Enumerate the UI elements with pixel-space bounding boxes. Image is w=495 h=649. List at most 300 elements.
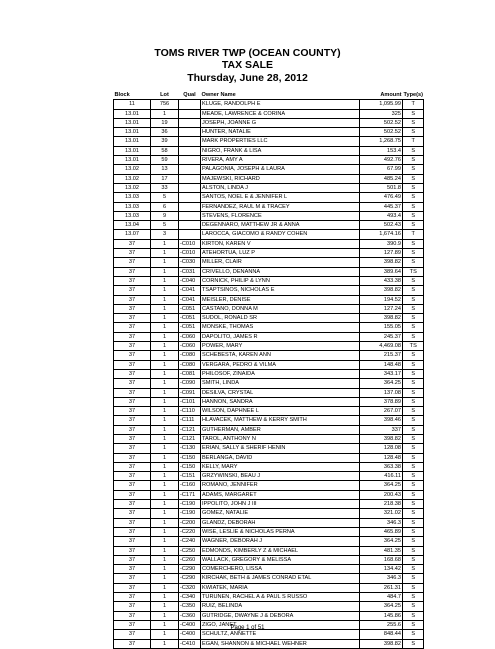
cell-type: S (403, 249, 424, 258)
cell-qual: -C051 (179, 323, 201, 332)
cell-type: S (403, 546, 424, 555)
cell-lot: 1 (151, 537, 179, 546)
column-header-block: Block (114, 91, 151, 100)
table-row (114, 230, 424, 239)
cell-lot: 1 (151, 258, 179, 267)
cell-type: S (403, 174, 424, 183)
cell-lot: 1 (151, 490, 179, 499)
cell-owner-name: HLAVACEK, MATTHEW & KERRY SMITH (201, 416, 360, 425)
cell-block: 37 (114, 555, 151, 564)
cell-qual: -C091 (179, 388, 201, 397)
cell-amount: 364.25 (360, 481, 403, 490)
cell-owner-name: SCHEBESTA, KAREN ANN (201, 351, 360, 360)
cell-amount: 337 (360, 425, 403, 434)
cell-block: 13.01 (114, 137, 151, 146)
table-row (114, 602, 424, 611)
cell-lot: 1 (151, 388, 179, 397)
cell-block: 37 (114, 630, 151, 639)
cell-lot: 1 (151, 109, 179, 118)
cell-qual: -C400 (179, 620, 201, 629)
cell-block: 37 (114, 639, 151, 648)
table-row (114, 574, 424, 583)
cell-amount: 325 (360, 109, 403, 118)
cell-lot: 5 (151, 221, 179, 230)
cell-lot: 1 (151, 565, 179, 574)
cell-type: S (403, 323, 424, 332)
cell-amount: 502.52 (360, 118, 403, 127)
cell-owner-name: ADAMS, MARGARET (201, 490, 360, 499)
cell-block: 37 (114, 425, 151, 434)
cell-type: T (403, 100, 424, 109)
cell-type: T (403, 230, 424, 239)
cell-type: S (403, 490, 424, 499)
cell-lot: 39 (151, 137, 179, 146)
table-row (114, 611, 424, 620)
cell-amount: 168.68 (360, 555, 403, 564)
table-row (114, 527, 424, 536)
cell-qual: -C150 (179, 453, 201, 462)
cell-lot: 1 (151, 276, 179, 285)
cell-block: 37 (114, 286, 151, 295)
cell-lot: 13 (151, 165, 179, 174)
cell-lot: 1 (151, 397, 179, 406)
cell-lot: 1 (151, 425, 179, 434)
cell-owner-name: HUNTER, NATALIE (201, 128, 360, 137)
table-row (114, 239, 424, 248)
cell-type: S (403, 221, 424, 230)
cell-type: S (403, 574, 424, 583)
cell-qual (179, 221, 201, 230)
cell-owner-name: KELLY, MARY (201, 462, 360, 471)
table-row (114, 183, 424, 192)
cell-block: 37 (114, 342, 151, 351)
cell-owner-name: PHILOSOF, ZINAIDA (201, 369, 360, 378)
cell-amount: 346.3 (360, 518, 403, 527)
cell-qual: -C200 (179, 518, 201, 527)
cell-qual: -C040 (179, 276, 201, 285)
cell-qual: -C220 (179, 527, 201, 536)
cell-amount: 398.82 (360, 286, 403, 295)
cell-amount: 1,268.75 (360, 137, 403, 146)
table-row (114, 369, 424, 378)
cell-amount: 390.9 (360, 239, 403, 248)
table-row (114, 583, 424, 592)
cell-block: 37 (114, 332, 151, 341)
table-row (114, 286, 424, 295)
table-row (114, 425, 424, 434)
table-row (114, 490, 424, 499)
table-row (114, 416, 424, 425)
cell-block: 37 (114, 397, 151, 406)
cell-amount: 4,469.08 (360, 342, 403, 351)
cell-block: 13.02 (114, 174, 151, 183)
cell-type: S (403, 286, 424, 295)
table-row (114, 146, 424, 155)
cell-block: 37 (114, 304, 151, 313)
cell-owner-name: ERIAN, SALLY & SHERIF HENIN (201, 444, 360, 453)
table-row (114, 202, 424, 211)
cell-owner-name: NIGRO, FRANK & LISA (201, 146, 360, 155)
column-header-owner-name: Owner Name (201, 91, 360, 100)
cell-owner-name: PALAGONIA, JOSEPH & LAURA (201, 165, 360, 174)
cell-qual: -C081 (179, 369, 201, 378)
cell-qual: -C260 (179, 555, 201, 564)
cell-block: 13.01 (114, 156, 151, 165)
cell-owner-name: ZIGO, JANET (201, 620, 360, 629)
cell-owner-name: BERLANGA, DAVID (201, 453, 360, 462)
cell-type: S (403, 118, 424, 127)
cell-lot: 1 (151, 472, 179, 481)
table-row (114, 342, 424, 351)
cell-owner-name: MARK PROPERTIES LLC (201, 137, 360, 146)
cell-lot: 3 (151, 230, 179, 239)
cell-amount: 398.82 (360, 434, 403, 443)
cell-block: 37 (114, 462, 151, 471)
cell-amount: 137.08 (360, 388, 403, 397)
cell-qual: -C130 (179, 444, 201, 453)
table-row (114, 379, 424, 388)
cell-qual (179, 128, 201, 137)
cell-lot: 59 (151, 156, 179, 165)
cell-amount: 67.99 (360, 165, 403, 174)
cell-amount: 493.4 (360, 211, 403, 220)
cell-amount: 485.24 (360, 174, 403, 183)
cell-qual (179, 211, 201, 220)
table-row (114, 546, 424, 555)
cell-owner-name: JOSEPH, JOANNE G (201, 118, 360, 127)
cell-amount: 245.37 (360, 332, 403, 341)
cell-type: S (403, 146, 424, 155)
cell-block: 37 (114, 611, 151, 620)
cell-owner-name: TURUNEN, RACHEL A & PAUL S RUSSO (201, 593, 360, 602)
cell-qual: -C121 (179, 434, 201, 443)
tax-sale-table (113, 91, 424, 649)
cell-amount: 267.07 (360, 407, 403, 416)
cell-owner-name: GLANDZ, DEBORAH (201, 518, 360, 527)
cell-block: 37 (114, 453, 151, 462)
cell-amount: 398.46 (360, 416, 403, 425)
cell-lot: 1 (151, 249, 179, 258)
table-row (114, 351, 424, 360)
cell-block: 37 (114, 239, 151, 248)
cell-type: S (403, 444, 424, 453)
cell-type: S (403, 565, 424, 574)
cell-qual: -C051 (179, 304, 201, 313)
cell-owner-name: SANTOS, NOEL E & JENNIFER L (201, 193, 360, 202)
cell-block: 37 (114, 258, 151, 267)
cell-type: S (403, 388, 424, 397)
cell-owner-name: HANNON, SANDRA (201, 397, 360, 406)
cell-lot: 1 (151, 546, 179, 555)
cell-block: 13.01 (114, 109, 151, 118)
cell-lot: 6 (151, 202, 179, 211)
cell-amount: 416.11 (360, 472, 403, 481)
cell-owner-name: VERGARA, PEDRO & VILMA (201, 360, 360, 369)
cell-lot: 1 (151, 239, 179, 248)
cell-amount: 501.8 (360, 183, 403, 192)
cell-type: S (403, 416, 424, 425)
cell-owner-name: FERNANDEZ, RAUL M & TRACEY (201, 202, 360, 211)
cell-owner-name: CORNICK, PHILIP & LYNN (201, 276, 360, 285)
cell-lot: 9 (151, 211, 179, 220)
cell-qual: -C121 (179, 425, 201, 434)
cell-type: S (403, 258, 424, 267)
cell-block: 37 (114, 602, 151, 611)
cell-lot: 1 (151, 351, 179, 360)
cell-type: S (403, 369, 424, 378)
cell-owner-name: WISE, LESLIE & NICHOLAS PERNA (201, 527, 360, 536)
cell-type: S (403, 527, 424, 536)
cell-type: S (403, 583, 424, 592)
cell-type: S (403, 314, 424, 323)
cell-amount: 127.89 (360, 249, 403, 258)
cell-lot: 1 (151, 481, 179, 490)
cell-lot: 1 (151, 527, 179, 536)
table-body (114, 100, 424, 649)
cell-qual: -C060 (179, 342, 201, 351)
cell-qual: -C190 (179, 509, 201, 518)
cell-owner-name: DESILVA, CRYSTAL (201, 388, 360, 397)
cell-amount: 128.08 (360, 444, 403, 453)
cell-owner-name: DAPOLITO, JAMES R (201, 332, 360, 341)
cell-owner-name: GUTHERMAN, AMBER (201, 425, 360, 434)
table-row (114, 165, 424, 174)
cell-lot: 1 (151, 360, 179, 369)
table-row (114, 407, 424, 416)
cell-type: S (403, 537, 424, 546)
cell-type: S (403, 434, 424, 443)
table-row (114, 174, 424, 183)
cell-block: 11 (114, 100, 151, 109)
cell-lot: 58 (151, 146, 179, 155)
cell-amount: 346.3 (360, 574, 403, 583)
table-row (114, 500, 424, 509)
cell-lot: 1 (151, 509, 179, 518)
cell-lot: 1 (151, 593, 179, 602)
cell-block: 37 (114, 249, 151, 258)
cell-amount: 398.82 (360, 639, 403, 648)
cell-type: S (403, 481, 424, 490)
cell-qual: -C151 (179, 472, 201, 481)
cell-qual: -C101 (179, 397, 201, 406)
cell-qual (179, 137, 201, 146)
cell-qual: -C250 (179, 546, 201, 555)
cell-block: 37 (114, 379, 151, 388)
cell-owner-name: EGAN, SHANNON & MICHAEL WEHNER (201, 639, 360, 648)
cell-owner-name: MAJEWSKI, RICHARD (201, 174, 360, 183)
cell-amount: 200.43 (360, 490, 403, 499)
cell-qual (179, 183, 201, 192)
table-row (114, 388, 424, 397)
cell-amount: 848.44 (360, 630, 403, 639)
cell-lot: 756 (151, 100, 179, 109)
cell-type: S (403, 453, 424, 462)
cell-block: 13.01 (114, 128, 151, 137)
cell-lot: 36 (151, 128, 179, 137)
cell-block: 37 (114, 620, 151, 629)
cell-owner-name: SCHULTZ, ANNETTE (201, 630, 360, 639)
cell-block: 37 (114, 537, 151, 546)
cell-owner-name: IPPOLITO, JOHN J III (201, 500, 360, 509)
cell-block: 37 (114, 593, 151, 602)
cell-type: S (403, 630, 424, 639)
table-row (114, 332, 424, 341)
cell-amount: 127.24 (360, 304, 403, 313)
cell-amount: 492.76 (360, 156, 403, 165)
cell-amount: 1,095.99 (360, 100, 403, 109)
table-row (114, 444, 424, 453)
cell-type: S (403, 639, 424, 648)
cell-qual: -C410 (179, 639, 201, 648)
cell-type: S (403, 593, 424, 602)
cell-qual: -C350 (179, 602, 201, 611)
table-row (114, 434, 424, 443)
cell-lot: 1 (151, 462, 179, 471)
cell-owner-name: COMERCHERO, LISSA (201, 565, 360, 574)
cell-block: 37 (114, 369, 151, 378)
table-row (114, 593, 424, 602)
table-row (114, 137, 424, 146)
cell-qual (179, 146, 201, 155)
cell-type: TS (403, 342, 424, 351)
table-row (114, 249, 424, 258)
cell-qual: -C060 (179, 332, 201, 341)
cell-owner-name: RUIZ, BELINDA (201, 602, 360, 611)
cell-owner-name: RIVERA, AMY A (201, 156, 360, 165)
cell-owner-name: STEVENS, FLORENCE (201, 211, 360, 220)
cell-qual: -C150 (179, 462, 201, 471)
cell-lot: 1 (151, 323, 179, 332)
cell-type: S (403, 602, 424, 611)
cell-block: 37 (114, 388, 151, 397)
cell-block: 37 (114, 323, 151, 332)
table-row (114, 481, 424, 490)
cell-lot: 19 (151, 118, 179, 127)
cell-qual (179, 109, 201, 118)
cell-lot: 1 (151, 555, 179, 564)
cell-amount: 481.35 (360, 546, 403, 555)
cell-owner-name: TSAPTSINOS, NICHOLAS E (201, 286, 360, 295)
cell-amount: 433.38 (360, 276, 403, 285)
cell-block: 37 (114, 527, 151, 536)
cell-type: S (403, 295, 424, 304)
table-row (114, 509, 424, 518)
cell-qual: -C290 (179, 574, 201, 583)
table-row (114, 453, 424, 462)
table-row (114, 211, 424, 220)
cell-lot: 1 (151, 602, 179, 611)
cell-type: S (403, 611, 424, 620)
table-row (114, 276, 424, 285)
cell-owner-name: ROMANO, JENNIFER (201, 481, 360, 490)
cell-type: S (403, 109, 424, 118)
cell-lot: 1 (151, 500, 179, 509)
cell-lot: 1 (151, 583, 179, 592)
table-row (114, 472, 424, 481)
page-title-date: Thursday, June 28, 2012 (187, 72, 308, 84)
cell-type: S (403, 193, 424, 202)
cell-owner-name: MEADE, LAWRENCE & CORINA (201, 109, 360, 118)
cell-qual: -C340 (179, 593, 201, 602)
table-row (114, 555, 424, 564)
cell-amount: 261.31 (360, 583, 403, 592)
table-row (114, 518, 424, 527)
cell-lot: 1 (151, 407, 179, 416)
cell-type: S (403, 128, 424, 137)
cell-block: 37 (114, 500, 151, 509)
cell-qual (179, 118, 201, 127)
cell-lot: 1 (151, 444, 179, 453)
table-header-row (114, 91, 424, 100)
cell-owner-name: DEGENNARO, MATTHEW JR & ANNA (201, 221, 360, 230)
table-row (114, 128, 424, 137)
cell-type: S (403, 555, 424, 564)
cell-type: T (403, 137, 424, 146)
cell-owner-name: GRZYWINSKI, BEAU J (201, 472, 360, 481)
cell-amount: 476.49 (360, 193, 403, 202)
cell-block: 37 (114, 276, 151, 285)
cell-lot: 1 (151, 639, 179, 648)
cell-amount: 378.89 (360, 397, 403, 406)
cell-block: 13.02 (114, 183, 151, 192)
cell-qual: -C041 (179, 286, 201, 295)
table-row (114, 630, 424, 639)
cell-amount: 148.48 (360, 360, 403, 369)
cell-block: 37 (114, 360, 151, 369)
cell-amount: 502.52 (360, 128, 403, 137)
cell-owner-name: TAROL, ANTHONY N (201, 434, 360, 443)
cell-owner-name: POWER, MARY (201, 342, 360, 351)
cell-qual: -C010 (179, 239, 201, 248)
cell-owner-name: KWIATEK, MARIA (201, 583, 360, 592)
cell-type: S (403, 407, 424, 416)
cell-type: S (403, 156, 424, 165)
cell-lot: 1 (151, 416, 179, 425)
cell-owner-name: SUDOL, RONALD SR (201, 314, 360, 323)
cell-qual: -C080 (179, 360, 201, 369)
cell-block: 37 (114, 472, 151, 481)
page-number: Page 1 of 51 (230, 625, 265, 631)
cell-qual (179, 202, 201, 211)
cell-amount: 343.17 (360, 369, 403, 378)
cell-owner-name: CRIVELLO, DENANNA (201, 267, 360, 276)
table-row (114, 537, 424, 546)
cell-amount: 363.38 (360, 462, 403, 471)
cell-type: S (403, 518, 424, 527)
cell-owner-name: LAROCCA, GIACOMO & RANDY COHEN (201, 230, 360, 239)
cell-owner-name: WILSON, DAPHNEE L (201, 407, 360, 416)
cell-qual (179, 230, 201, 239)
cell-amount: 155.05 (360, 323, 403, 332)
cell-qual: -C010 (179, 249, 201, 258)
cell-block: 13.01 (114, 146, 151, 155)
cell-block: 37 (114, 574, 151, 583)
cell-type: S (403, 425, 424, 434)
cell-block: 13.03 (114, 202, 151, 211)
cell-qual: -C111 (179, 416, 201, 425)
cell-amount: 1,674.16 (360, 230, 403, 239)
cell-lot: 1 (151, 304, 179, 313)
cell-qual: -C030 (179, 258, 201, 267)
cell-amount: 445.37 (360, 202, 403, 211)
table-row (114, 221, 424, 230)
cell-owner-name: ALSTON, LINDA J (201, 183, 360, 192)
cell-amount: 398.82 (360, 314, 403, 323)
cell-block: 13.03 (114, 193, 151, 202)
cell-amount: 465.89 (360, 527, 403, 536)
cell-lot: 1 (151, 332, 179, 341)
cell-lot: 1 (151, 369, 179, 378)
